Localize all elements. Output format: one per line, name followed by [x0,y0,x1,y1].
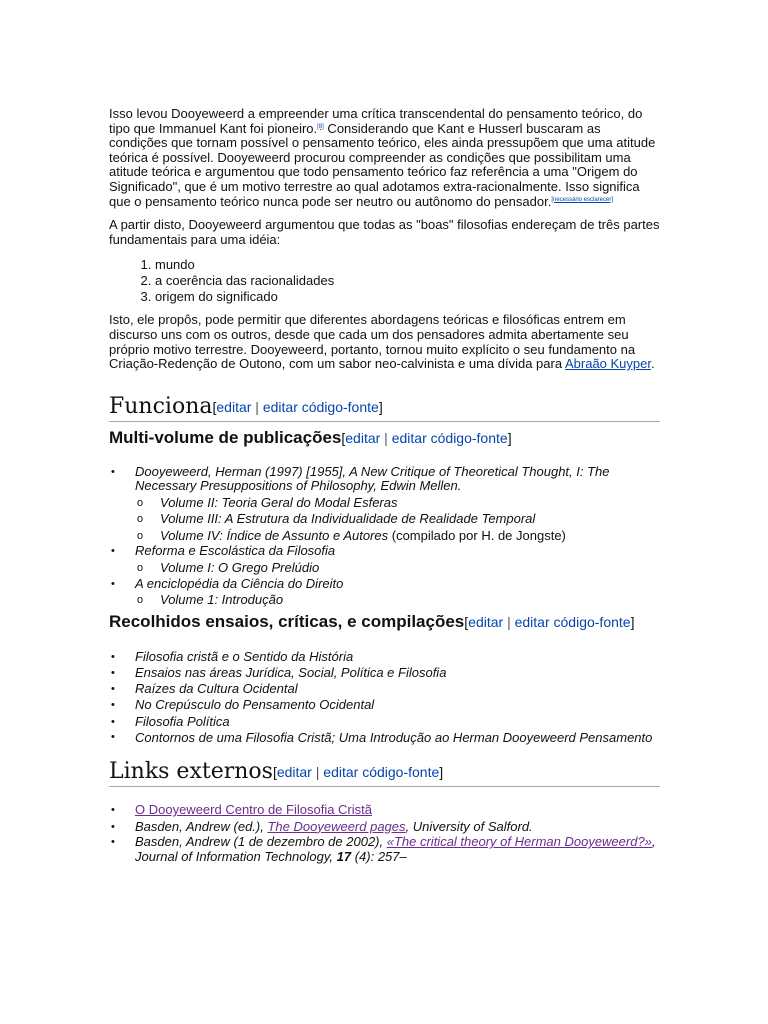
dooyeweerd-centre-link[interactable]: O Dooyeweerd Centro de Filosofia Cristã [135,802,372,818]
edit-section-links: [editar | editar código-fonte] [212,398,383,415]
edit-section-links: [editar | editar código-fonte] [341,429,512,446]
intro-text: Considerando que Kant e Husserl buscaram as condições que tornam possível o pensamento teórico, eles ainda pressupõem que uma atitude teórica é possível. Dooyeweerd procurou compreender as condições que possibilitam uma atitude teórica e argumentou que todo pensamento teórico faz referência a uma "Origem do Significado", que é um motivo terrestre ao qual adotamos extra-racionalmente. Isso significa que o pensamento teórico nunca pode ser neutro ou autônomo do pensador. [109,120,656,209]
list-item: 2. a coerência das racionalidades [155,273,660,289]
list-item: • Dooyeweerd, Herman (1997) [1955], A New Critique of Theoretical Thought, I: The Necessary Presuppositions of Philosophy, Edwin Mellen. o Volume II: Teoria Geral do Modal Esferas o Volume III: A Estrutura da Individualidade de Realidade Temporal o Volume IV: Índice de Assunto e Autores (compilado por H. de Jongste) [109,465,660,545]
abraao-kuyper-link[interactable]: Abraão Kuyper [564,356,651,372]
sub-list [135,495,660,545]
sub-list [135,592,660,609]
list-item: • Basden, Andrew (ed.), The Dooyeweerd pages, University of Salford. [109,819,660,836]
list-item: • Ensaios nas áreas Jurídica, Social, Política e Filosofia [109,665,660,681]
edit-link[interactable]: editar [276,764,312,781]
edit-section-links: [editar | editar código-fonte] [272,764,444,781]
intro-paragraph-1 [109,107,660,209]
list-item: • No Crepúsculo do Pensamento Ocidental [109,697,660,713]
list-item: • Reforma e Escolástica da Filosofia o Volume I: O Grego Prelúdio [109,544,660,576]
ordered-list [109,257,660,305]
list-item: • Filosofia cristã e o Sentido da História [109,649,660,665]
edit-link[interactable]: editar [345,429,381,446]
edit-source-link[interactable]: editar código-fonte [323,764,440,781]
external-links-list [109,802,660,864]
list-item: • Filosofia Política [109,714,660,730]
list-item: 1. mundo [155,257,660,273]
edit-source-link[interactable]: editar código-fonte [262,398,379,415]
edit-source-link[interactable]: editar código-fonte [514,613,631,630]
edit-link[interactable]: editar [216,398,252,415]
list-item: 3. origem do significado [155,289,660,305]
list-item: • Basden, Andrew (1 de dezembro de 2002), «The critical theory of Herman Dooyeweerd?», Journal of Information Technology, 17 (4): 257– [109,835,660,864]
edit-source-link[interactable]: editar código-fonte [391,429,508,446]
citation-link[interactable]: [8] [317,123,324,130]
intro-text: Isso levou Dooyeweerd a empreender uma crítica transcendental do pensamento teórico, do tipo que Immanuel Kant foi pioneiro. [109,106,643,136]
dooyeweerd-pages-link[interactable]: The Dooyeweerd pages [267,818,406,834]
sub-list [135,560,660,577]
list-item: o Volume I: O Grego Prelúdio [135,560,660,577]
list-item: o Volume II: Teoria Geral do Modal Esferas [135,495,660,512]
list-item: o Volume III: A Estrutura da Individualidade de Realidade Temporal [135,511,660,528]
edit-section-links: [editar | editar código-fonte] [464,613,635,630]
intro-paragraph-3: Isto, ele propôs, pode permitir que diferentes abordagens teóricas e filosóficas entrem em discurso uns com os outros, desde que cada um dos pensadores admita abertamente seu próprio motivo terrestre. Dooyeweerd, portanto, tornou muito explícito o seu fundamento na Criação-Redenção de Outono, com um sabor neo-calvinista e uma dívida para Abraão Kuyper. [109,312,655,372]
list-item [109,802,660,819]
list-item: • Raízes da Cultura Ocidental [109,681,660,697]
list-item: o Volume IV: Índice de Assunto e Autores (compilado por H. de Jongste) [135,528,660,545]
essays-list [109,649,660,745]
publications-list [109,465,660,609]
section-heading-links-externos: Links externos[editar | editar código-fonte] [109,759,660,787]
list-item: • Contornos de uma Filosofia Cristã; Uma Introdução ao Herman Dooyeweerd Pensamento [109,730,660,745]
subsection-heading-multi-volume: Multi-volume de publicações[editar | editar código-fonte] [109,427,512,447]
clarification-needed-link[interactable]: [necessário esclarecer] [551,196,614,203]
edit-link[interactable]: editar [468,613,504,630]
section-heading-funciona: Funciona[editar | editar código-fonte] [109,394,660,422]
intro-paragraph-2: A partir disto, Dooyeweerd argumentou que todas as "boas" filosofias endereçam de três partes fundamentais para uma idéia: [109,217,660,247]
subsection-heading-recolhidos: Recolhidos ensaios, críticas, e compilações[editar | editar código-fonte] [109,611,635,631]
critical-theory-link[interactable]: «The critical theory of Herman Dooyeweerd?» [386,834,652,850]
article-body [109,107,660,864]
list-item: • A enciclopédia da Ciência do Direito o Volume 1: Introdução [109,577,660,609]
list-item: o Volume 1: Introdução [135,592,660,609]
